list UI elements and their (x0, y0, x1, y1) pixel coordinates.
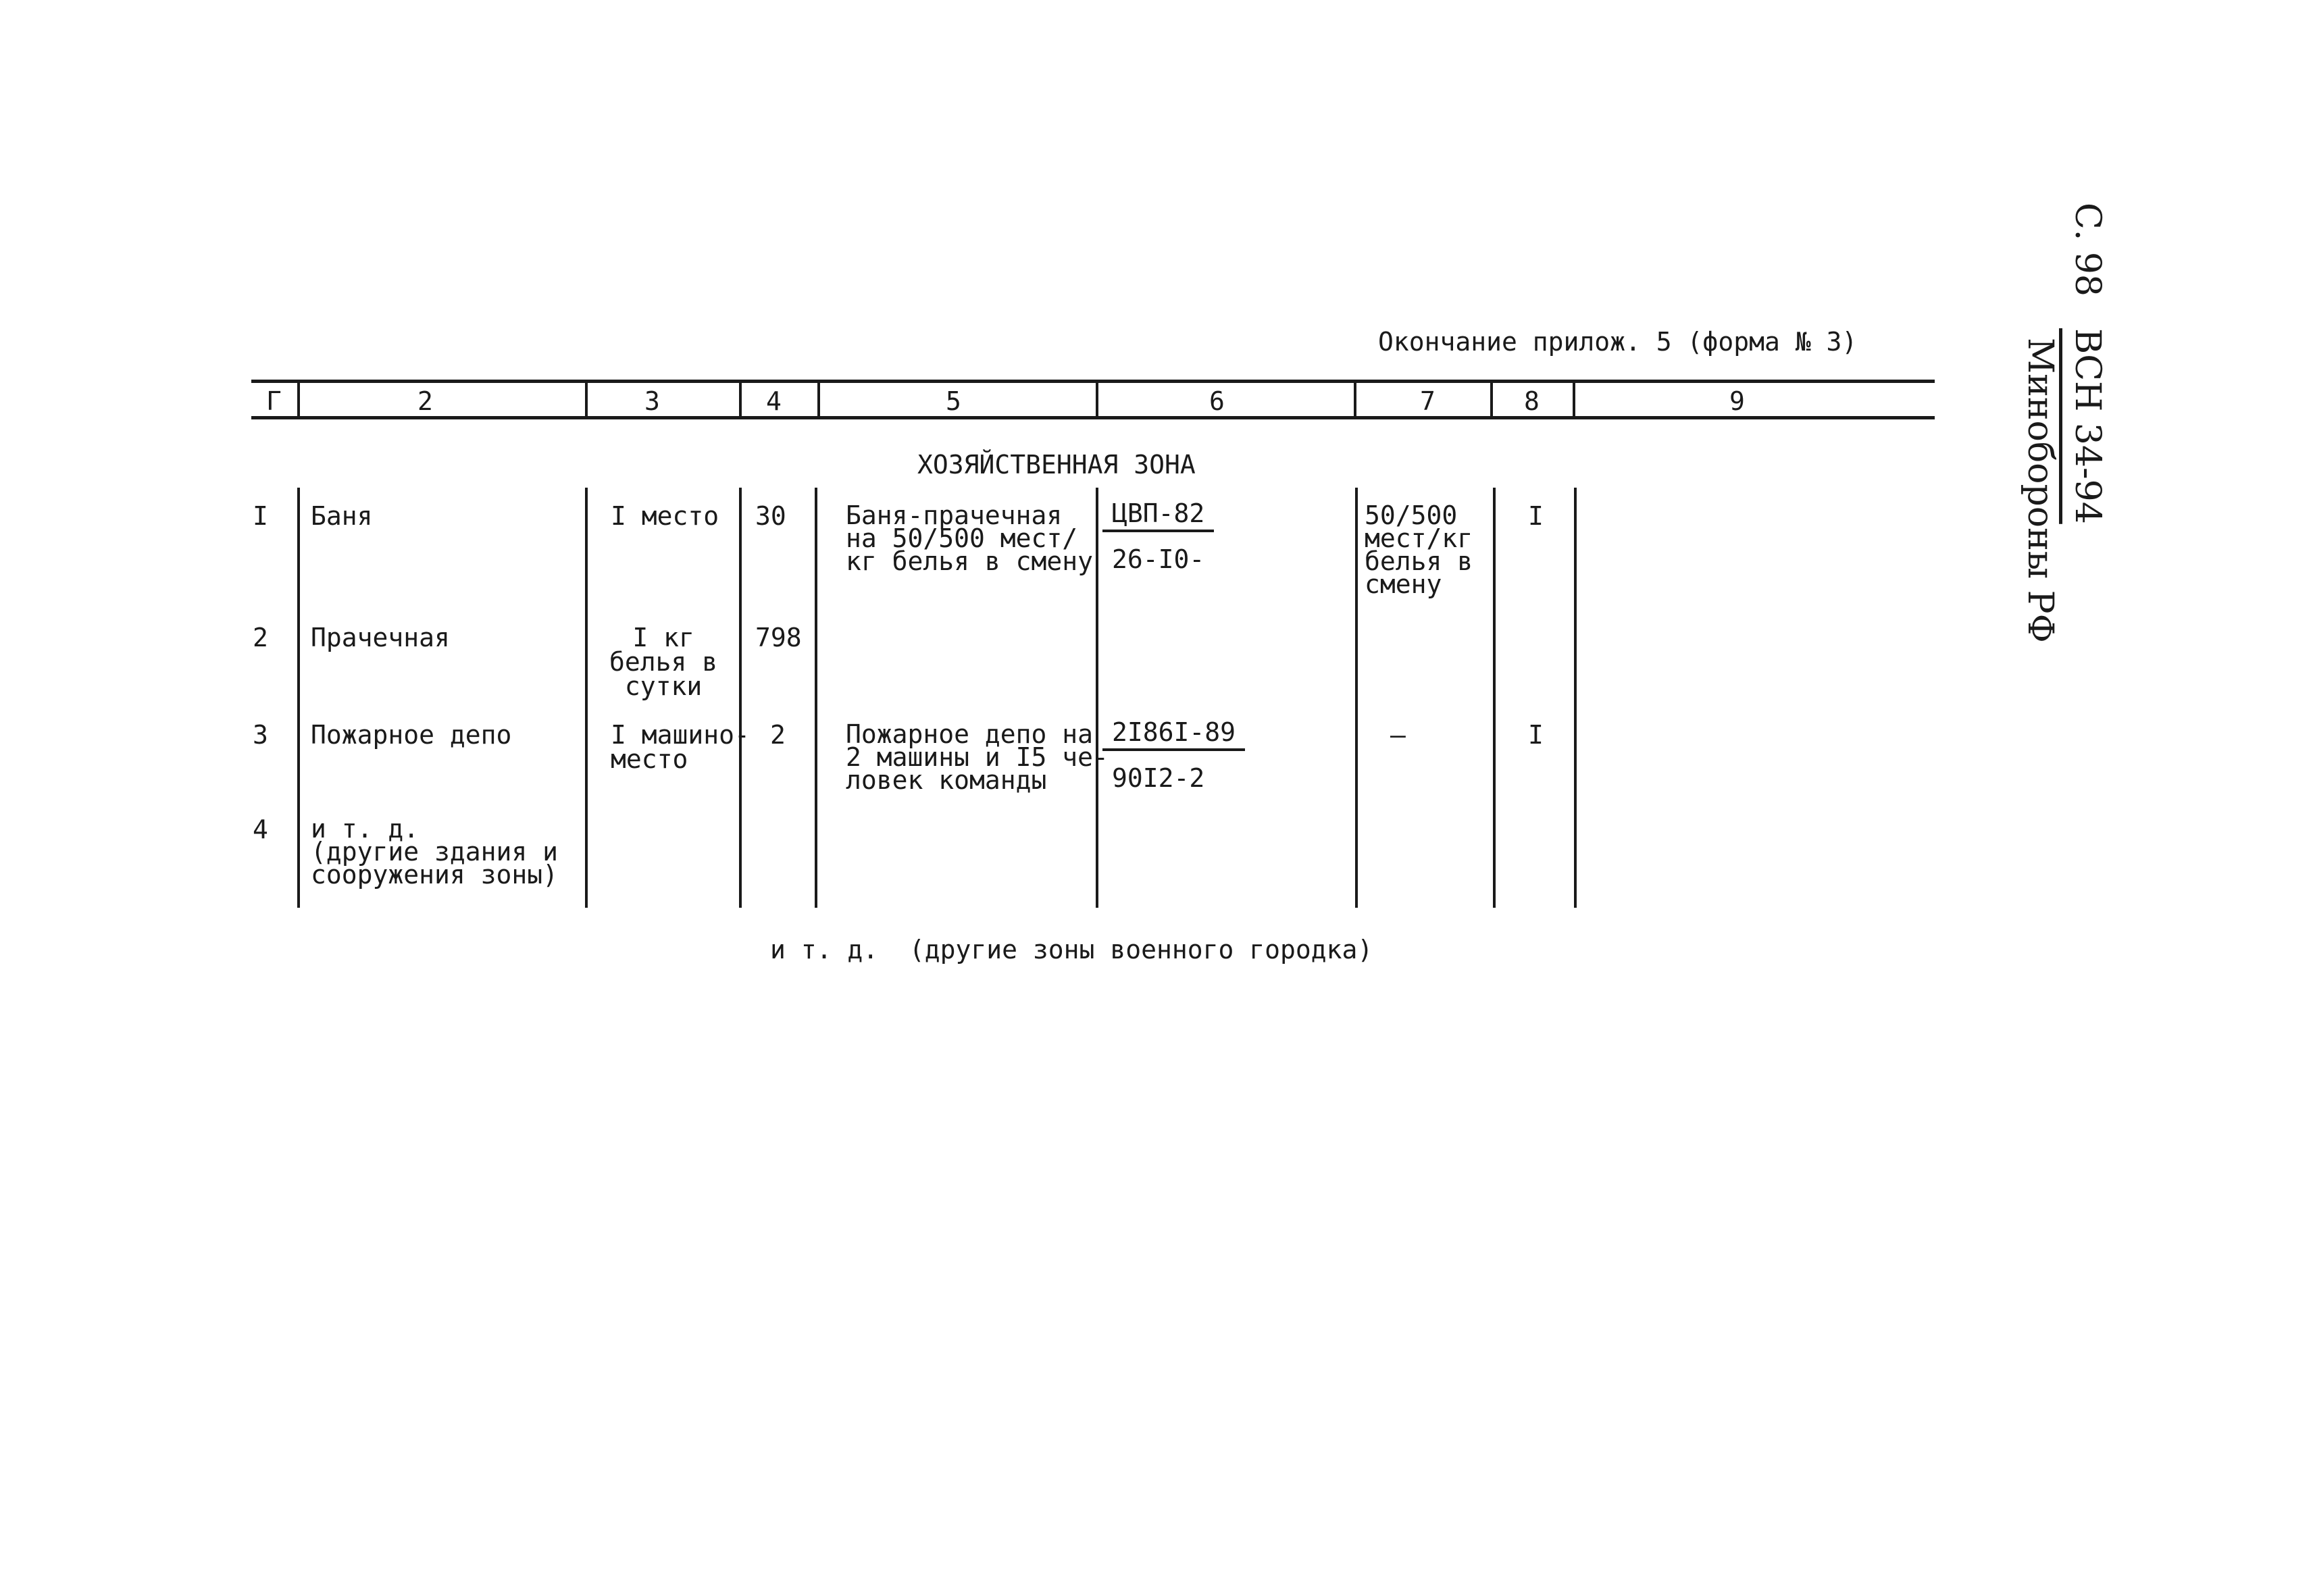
column-header-7: 7 (1420, 386, 1435, 416)
object-name: и т. д. (другие здания и сооружения зоны) (311, 814, 559, 890)
count: I (1528, 501, 1544, 531)
header-divider (817, 382, 820, 417)
column-header-4: 4 (766, 386, 782, 416)
table-caption: Окончание прилож. 5 (форма № 3) (1378, 327, 1858, 357)
unit-of-measure: I кг белья в сутки (609, 623, 718, 701)
section-title: ХОЗЯЙСТВЕННАЯ ЗОНА (917, 450, 1196, 480)
organization: Минобороны РФ (2020, 338, 2060, 643)
column-header-3: 3 (644, 386, 660, 416)
capacity: – (1390, 720, 1406, 750)
quantity: 798 (755, 623, 802, 652)
column-header-6: 6 (1209, 386, 1225, 416)
column-header-8: 8 (1524, 386, 1540, 416)
capacity: 50/500 мест/кг белья в смену (1365, 500, 1473, 599)
project-numerator: ЦВП-82 (1102, 501, 1214, 532)
unit-of-measure: I место (611, 501, 719, 531)
row-number: I (253, 501, 268, 531)
header-divider (1490, 382, 1493, 417)
body-divider (815, 488, 817, 908)
project-reference (1102, 717, 1245, 793)
footer-note: и т. д. (другие зоны военного городка) (770, 935, 1373, 964)
column-header-2: 2 (417, 386, 433, 416)
body-divider (1574, 488, 1577, 908)
count: I (1528, 720, 1544, 750)
body-divider (297, 488, 300, 908)
table-top-rule (251, 380, 1935, 383)
row-number: 4 (253, 815, 268, 844)
project-denominator: 26-I0- (1112, 544, 1205, 574)
object-name: Пожарное депо (311, 720, 512, 750)
project-reference (1102, 498, 1214, 574)
object-name: Баня (311, 501, 373, 531)
project-numerator: 2I86I-89 (1102, 720, 1245, 751)
unit-of-measure: I машино- место (611, 720, 750, 774)
header-divider (1096, 382, 1098, 417)
row-number: 3 (253, 720, 268, 750)
body-divider (1493, 488, 1496, 908)
quantity: 2 (770, 720, 786, 750)
header-divider (739, 382, 742, 417)
page-number: С. 98 (2067, 203, 2108, 297)
header-divider (297, 382, 300, 417)
table-header-rule (251, 416, 1935, 419)
description: Пожарное депо на 2 машины и I5 че- ловек команды (846, 719, 1109, 795)
header-divider (585, 382, 588, 417)
body-divider (1096, 488, 1098, 908)
side-header (2020, 203, 2108, 643)
project-denominator: 90I2-2 (1112, 763, 1205, 793)
doc-code: ВСН 34-94 (2067, 328, 2108, 524)
body-divider (1355, 488, 1358, 908)
column-header-1: Г (266, 386, 282, 416)
row-number: 2 (253, 623, 268, 652)
column-header-9: 9 (1729, 386, 1745, 416)
quantity: 30 (755, 501, 786, 531)
body-divider (739, 488, 742, 908)
header-divider (1354, 382, 1356, 417)
header-divider (1573, 382, 1575, 417)
body-divider (585, 488, 588, 908)
object-name: Прачечная (311, 623, 450, 652)
description: Баня-прачечная на 50/500 мест/ кг белья в смену (846, 500, 1094, 576)
column-header-5: 5 (946, 386, 961, 416)
